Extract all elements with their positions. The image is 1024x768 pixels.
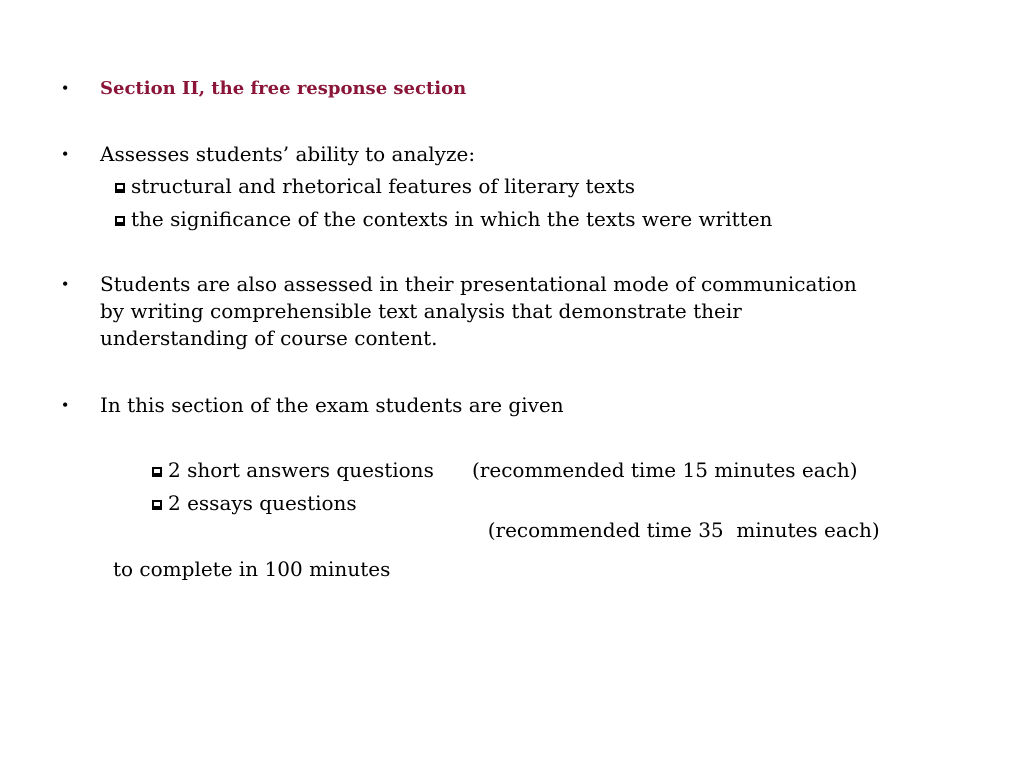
square-bullet-icon: [115, 183, 125, 193]
bullet-text: In this section of the exam students are given: [100, 393, 564, 417]
bullet-dot: •: [62, 395, 69, 415]
bullet-text-line-2: by writing comprehensible text analysis that demonstrate their: [100, 299, 742, 323]
square-bullet-icon: [152, 500, 162, 510]
exam-item-note: (recommended time 15 minutes each): [472, 458, 858, 482]
exam-item-note: (recommended time 35 minutes each): [487, 518, 880, 542]
sub-item-contexts: [115, 206, 772, 233]
sub-item-structural: [115, 173, 635, 200]
bullet-text: Assesses students’ ability to analyze:: [100, 142, 476, 166]
bullet-text-line-1: Students are also assessed in their presentational mode of communication: [100, 272, 857, 296]
square-bullet-icon: [152, 467, 162, 477]
square-bullet-icon: [115, 216, 125, 226]
exam-item-short-answers-note: [472, 457, 858, 484]
section-heading: Section II, the free response section: [100, 78, 467, 99]
bullet-text-line-3: understanding of course content.: [100, 326, 438, 350]
sub-item-text: the significance of the contexts in which the texts were written: [131, 207, 773, 231]
closing-line: [113, 556, 390, 583]
exam-item-essays-note: [475, 490, 880, 544]
exam-item-short-answers: [152, 457, 434, 484]
sub-item-text: structural and rhetorical features of literary texts: [131, 174, 635, 198]
exam-item-label: 2 short answers questions: [168, 458, 434, 482]
exam-item-essays: [152, 490, 357, 517]
exam-item-label: 2 essays questions: [168, 491, 357, 515]
closing-text: to complete in 100 minutes: [113, 557, 391, 581]
bullet-dot: •: [62, 274, 69, 294]
bullet-dot: •: [62, 78, 69, 98]
bullet-dot: •: [62, 144, 69, 164]
